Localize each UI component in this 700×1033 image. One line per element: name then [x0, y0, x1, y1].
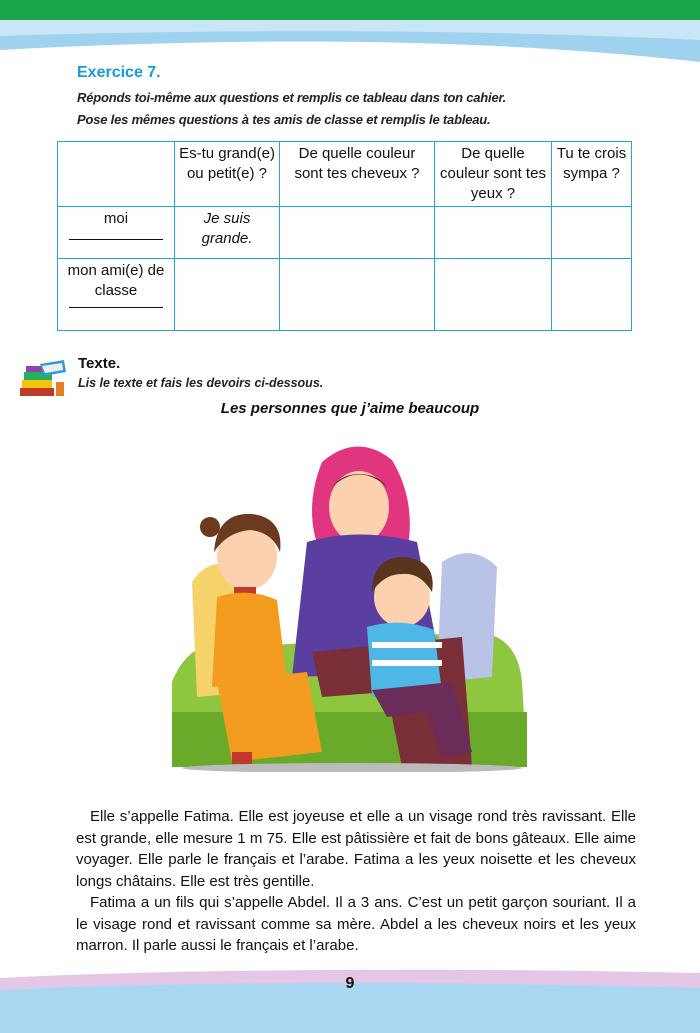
exercise-table [57, 141, 632, 331]
answer-cell [280, 259, 435, 331]
exercise-instruction-2: Pose les mêmes questions à tes amis de classe et remplis le tableau. [77, 112, 491, 127]
family-illustration [172, 432, 527, 772]
table-header-row [58, 142, 632, 207]
row-label: mon ami(e) de classe [67, 262, 165, 299]
answer-line [69, 239, 163, 240]
books-icon [18, 358, 68, 398]
answer-cell [175, 259, 280, 331]
row-label-cell [58, 259, 175, 331]
story-paragraph-1: Elle s’appelle Fatima. Elle est joyeuse et elle a un visage rond très ravissant. Elle est grande, elle mesure 1 m 75. Elle est pâtissière et fait de bons gâteaux. Elle aime voyager. Elle parle le français et l’arabe. Fatima a les yeux noisette et les cheveux longs châtains. Elle est très gentille. [76, 808, 636, 890]
answer-cell [280, 207, 435, 259]
answer-cell: Je suis grande. [175, 207, 280, 259]
row-label-cell [58, 207, 175, 259]
story-paragraph-2: Fatima a un fils qui s’appelle Abdel. Il a 3 ans. C’est un petit garçon souriant. Il a le visage rond et ravissant comme sa mère. Abdel a les cheveux noirs et les yeux marron. Il parle aussi le français et l’arabe. [76, 894, 636, 954]
table-row [58, 259, 632, 331]
row-label: moi [103, 210, 129, 227]
header-cell-empty [58, 142, 175, 207]
texte-subtitle: Lis le texte et fais les devoirs ci-dessous. [78, 376, 324, 390]
answer-cell [435, 259, 552, 331]
table-row [58, 207, 632, 259]
answer-cell [552, 259, 632, 331]
story-title: Les personnes que j’aime beaucoup [220, 400, 480, 417]
header-cell-sympa: Tu te crois sympa ? [552, 142, 632, 207]
texte-title: Texte. [78, 355, 121, 372]
page-number: 9 [345, 975, 355, 992]
top-decorative-band [0, 0, 700, 62]
answer-cell [435, 207, 552, 259]
exercise-instruction-1: Réponds toi-même aux questions et remplis ce tableau dans ton cahier. [77, 90, 507, 105]
header-cell-size: Es-tu grand(e) ou petit(e) ? [175, 142, 280, 207]
answer-line [69, 307, 163, 308]
header-cell-eyes: De quelle couleur sont tes yeux ? [435, 142, 552, 207]
header-cell-hair: De quelle couleur sont tes cheveux ? [280, 142, 435, 207]
answer-cell [552, 207, 632, 259]
exercise-title: Exercice 7. [77, 64, 161, 81]
